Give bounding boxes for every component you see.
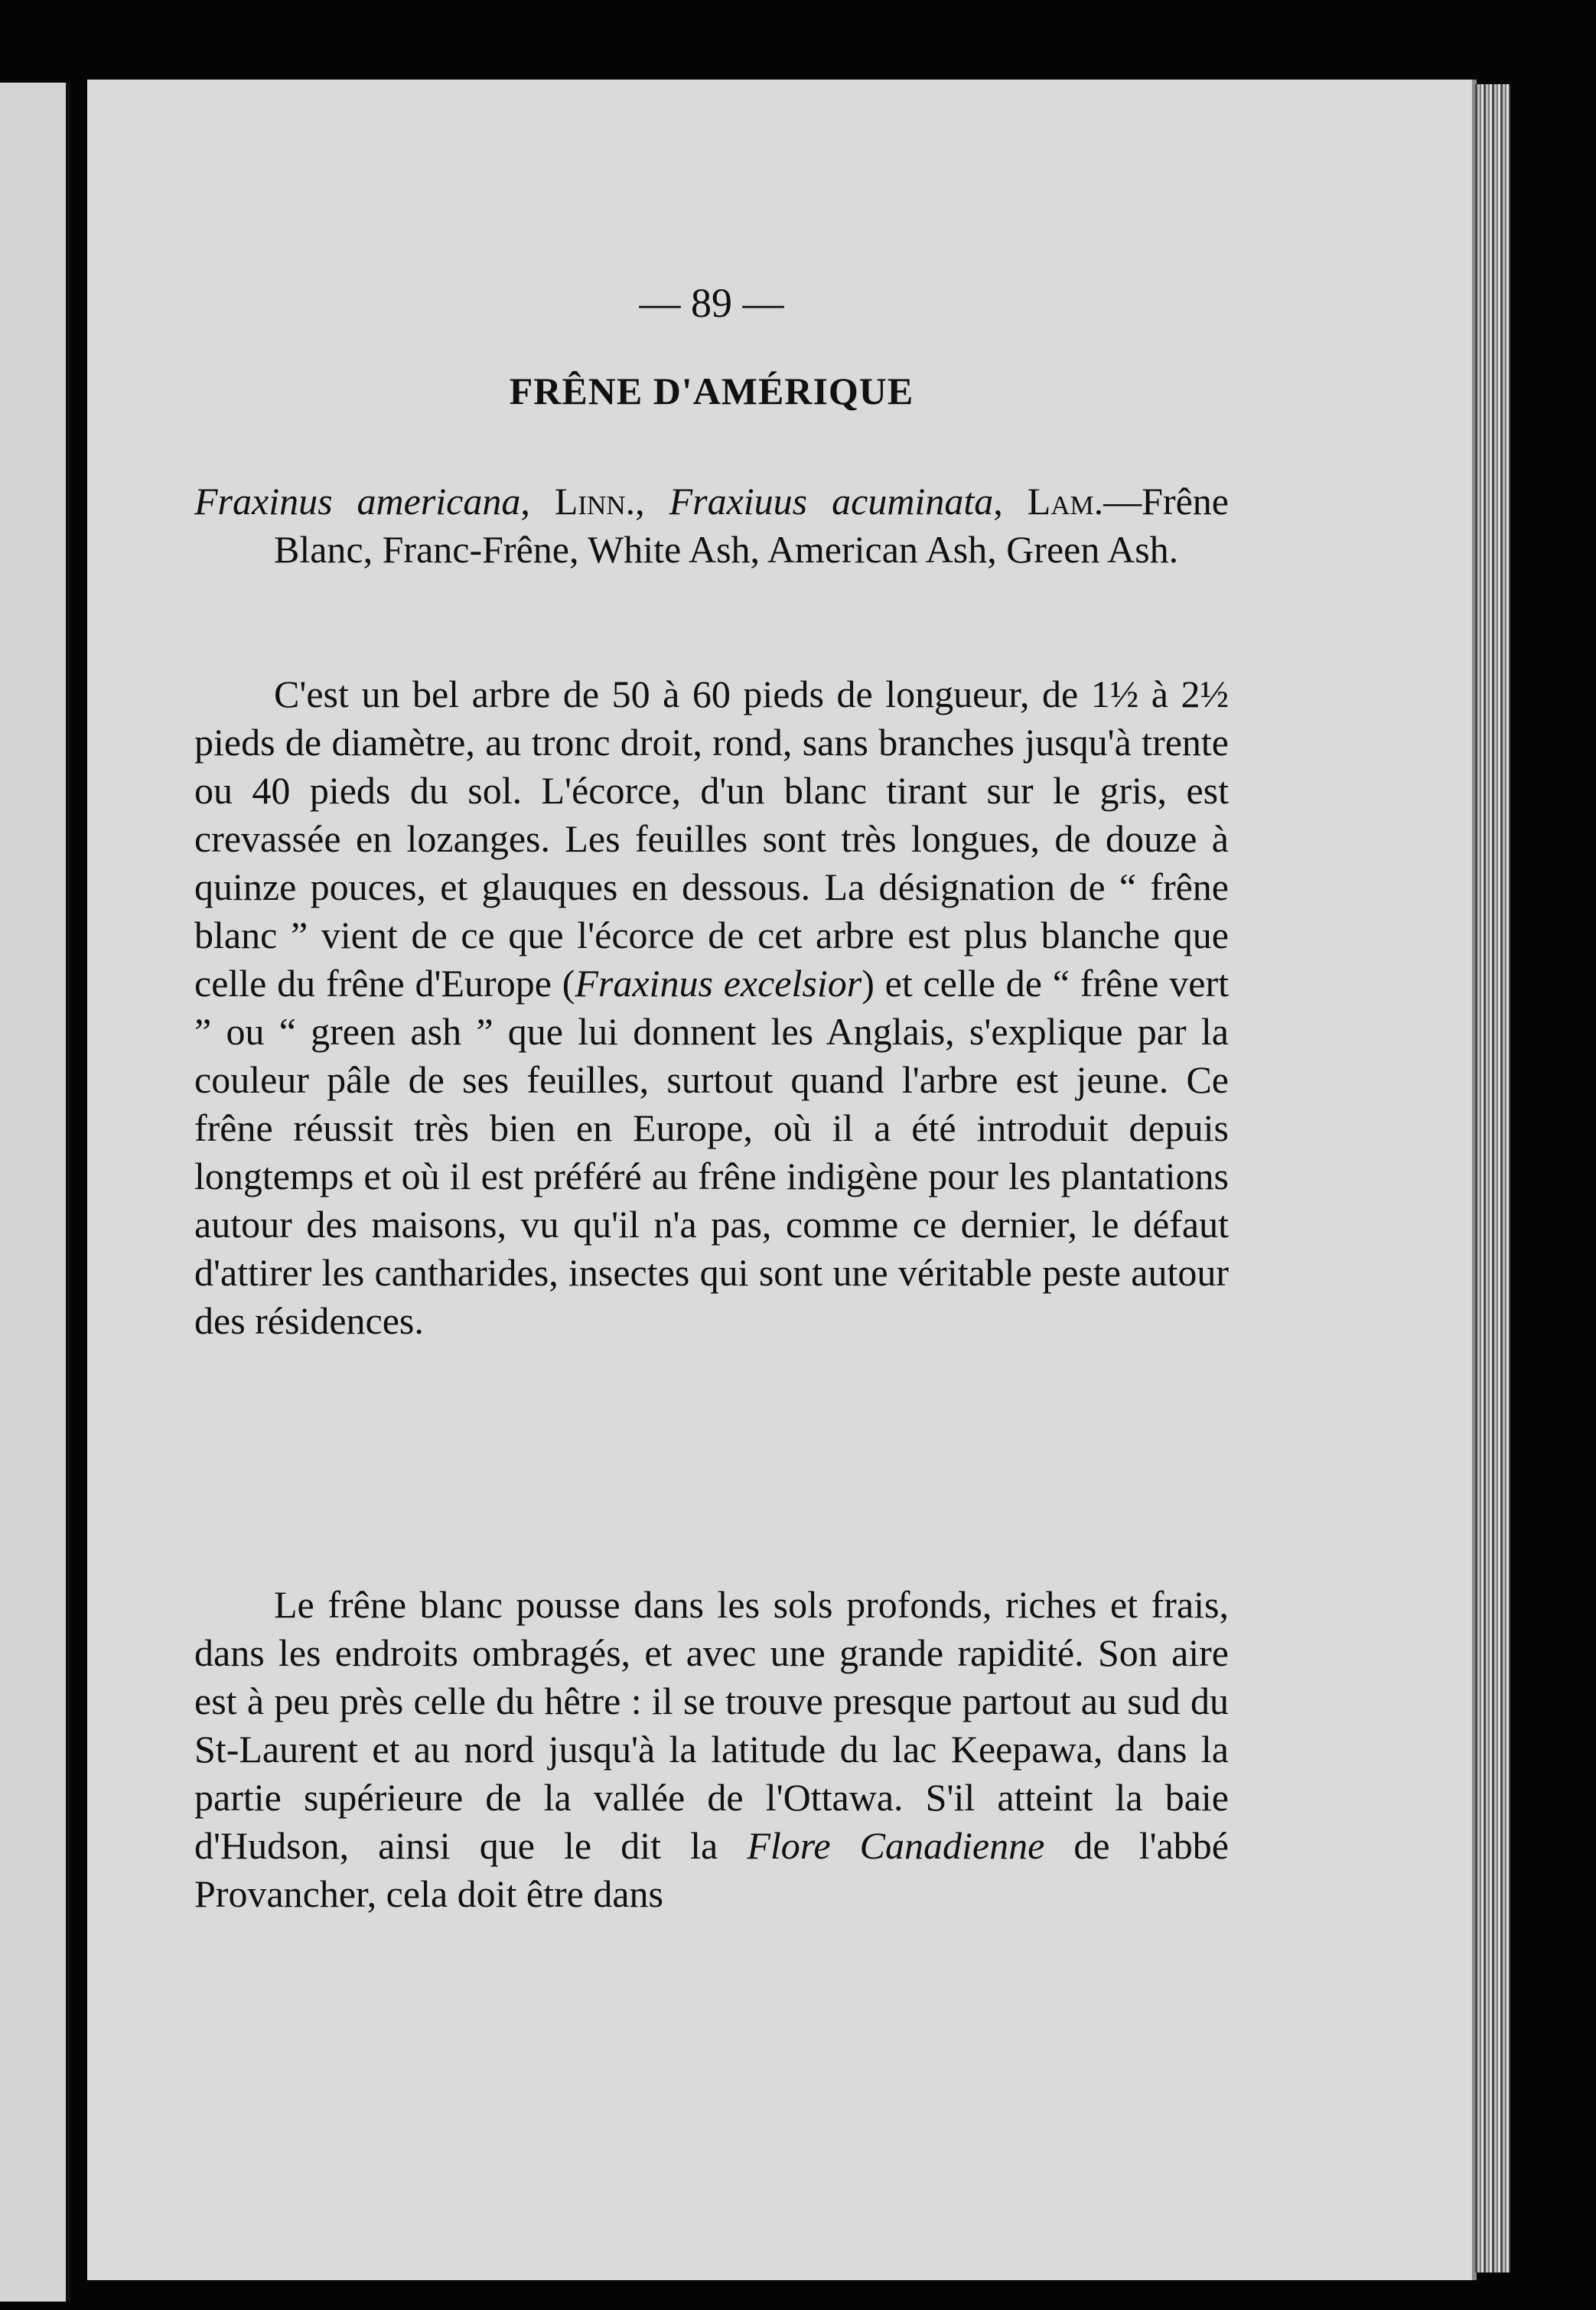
facing-page-edge bbox=[0, 83, 70, 2302]
page-stack-edge bbox=[1475, 84, 1510, 2273]
page-title: FRÊNE D'AMÉRIQUE bbox=[509, 370, 914, 412]
paragraph-1-text-b: ) et celle de “ frêne vert ” ou “ green ash ” que lui donnent les Anglais, s'explique par la couleur pâle de ses feuilles, surtout quand l'arbre est jeune. Ce frêne réussit très bien en Europe, où il a été introduit depuis longtemps et où il est préféré au frêne indigène pour les plantations autour des maisons, vu qu'il n'a pas, comme ce dernier, le défaut d'attirer les cantharides, insectes qui sont une véritable peste autour des résidences. bbox=[194, 962, 1229, 1342]
separator-1: , bbox=[520, 480, 555, 523]
paragraph-2-italic: Flore Canadienne bbox=[747, 1824, 1045, 1867]
scientific-name-2: Fraxiuus acuminata bbox=[669, 480, 994, 523]
common-names: —Frêne Blanc, Franc-Frêne, White Ash, American Ash, Green Ash. bbox=[274, 480, 1229, 571]
separator-2: , bbox=[635, 480, 669, 523]
author-2: Lam. bbox=[1027, 480, 1104, 523]
author-1: Linn. bbox=[554, 480, 636, 523]
paragraph-2-text-a: Le frêne blanc pousse dans les sols profonds, riches et frais, dans les endroits ombragés, et avec une grande rapidité. Son aire est à peu près celle du hêtre : il se trouve presque partout au sud du St-Laurent et au nord jusqu'à la latitude du lac Keepawa, dans la partie supérieure de la vallée de l'Ottawa. S'il atteint la baie d'Hudson, ainsi que le dit la bbox=[194, 1583, 1229, 1867]
paragraph-1-italic: Fraxinus excelsior bbox=[575, 962, 862, 1005]
species-synonyms bbox=[194, 477, 1229, 574]
book-page bbox=[87, 80, 1477, 2280]
separator-3: , bbox=[993, 480, 1028, 523]
paragraph-description bbox=[194, 670, 1229, 1345]
paragraph-habitat bbox=[194, 1581, 1229, 1918]
scientific-name-1: Fraxinus americana bbox=[194, 480, 521, 523]
paragraph-1-text-a: C'est un bel arbre de 50 à 60 pieds de longueur, de 1½ à 2½ pieds de diamètre, au tronc droit, rond, sans branches jusqu'à trente ou 40 pieds du sol. L'écorce, d'un blanc tirant sur le gris, est crevassée en lozanges. Les feuilles sont très longues, de douze à quinze pouces, et glauques en dessous. La désignation de “ frêne blanc ” vient de ce que l'écorce de cet arbre est plus blanche que celle du frêne d'Europe ( bbox=[194, 673, 1229, 1005]
paragraph-2-text-b: de l'abbé Provancher, cela doit être dans bbox=[194, 1824, 1229, 1915]
page-number: — 89 — bbox=[639, 280, 784, 326]
